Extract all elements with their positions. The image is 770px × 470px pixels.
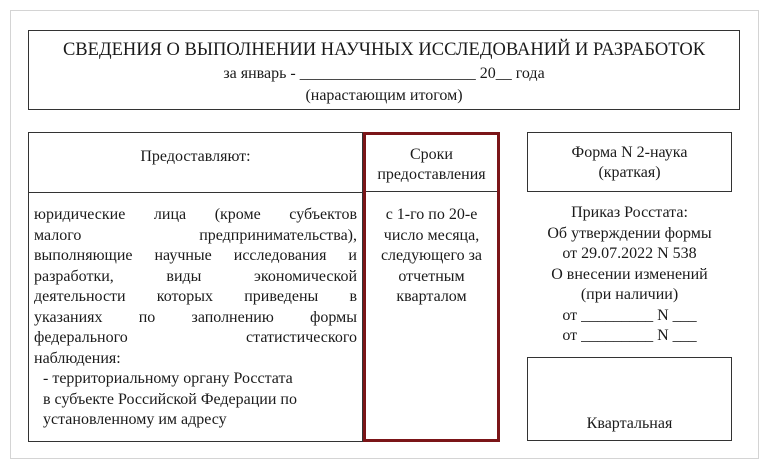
submitters-line: разработки, виды экономической [34,267,357,285]
form-number-box [527,132,732,192]
submitters-line: указаниях по заполнению формы [34,308,357,326]
submitters-line: наблюдения: [34,349,121,367]
deadline-heading-line: Сроки [409,146,453,163]
deadline-line: с 1-го по 20-е [385,206,478,223]
form-number: Форма N 2-наука [571,144,688,161]
periodicity-label: Квартальная [586,415,673,432]
form-title: СВЕДЕНИЯ О ВЫПОЛНЕНИИ НАУЧНЫХ ИССЛЕДОВАНИЙ И РАЗРАБОТОК [62,40,706,60]
order-line: (при наличии) [580,286,679,303]
order-line: от 29.07.2022 N 538 [562,245,697,262]
submitters-text [34,205,357,431]
submitters-heading: Предоставляют: [29,133,362,193]
submitters-line: федерального статистического [34,329,357,346]
periodicity-box [527,357,732,441]
deadline-heading-line: предоставления [377,166,486,183]
submitters-line: деятельности которых приведены в [34,288,357,305]
recipient-line: - территориальному органу Росстата [43,370,293,387]
deadline-line: следующего за [380,247,483,264]
submitters-box [28,132,363,442]
order-line: Об утверждении формы [547,224,712,242]
submitters-line: выполняющие научные исследования и [34,247,357,264]
order-line: от _________ N ___ [562,327,697,344]
recipient-line: установленному им адресу [43,411,227,428]
deadline-line: кварталом [396,288,467,305]
recipient-line: в субъекте Российской Федерации по [43,390,297,408]
title-box [28,30,740,110]
deadline-heading [366,135,497,192]
submitters-line: малого предпринимательства), [34,226,357,244]
order-line: от _________ N ___ [562,306,697,324]
deadline-line: число месяца, [383,226,480,244]
form-variant: (краткая) [598,164,661,181]
deadline-line: отчетным [398,267,465,285]
deadline-text [366,205,497,308]
cumulative-note: (нарастающим итогом) [305,87,463,104]
reporting-period: за январь - ______________________ 20__ года [223,65,545,82]
deadline-box [363,132,500,442]
order-info [527,203,732,347]
order-line: О внесении изменений [551,265,708,283]
submitters-line: юридические лица (кроме субъектов [34,206,357,223]
order-line: Приказ Росстата: [571,204,688,221]
